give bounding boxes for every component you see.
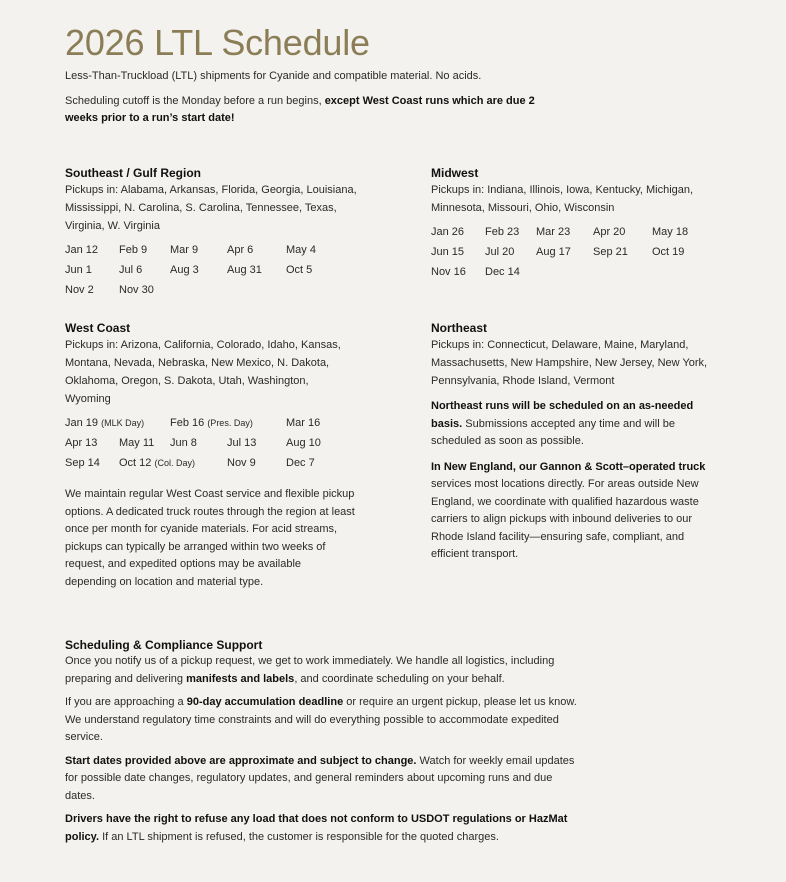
- westcoast-pickups: Pickups in: Arizona, California, Colorado, Idaho, Kansas, Montana, Nevada, Nebraska, New Mexico, N. Dakota, Oklahoma, Oregon, S. Dakota, Utah, Washington, Wyoming: [65, 339, 341, 405]
- support-p1: Once you notify us of a pickup request, we get to work immediately. We handle all logistics, including preparing and delivering manifests and labels, and coordinate scheduling on your behalf.: [65, 655, 555, 685]
- date: Feb 9: [119, 244, 148, 256]
- westcoast-dates: [65, 414, 355, 474]
- date: Dec 7: [286, 457, 315, 469]
- date: Jan 12: [65, 244, 99, 256]
- midwest-section: [431, 165, 711, 283]
- date: May 18: [652, 226, 689, 238]
- date: May 4: [286, 244, 316, 256]
- westcoast-section: [65, 320, 355, 591]
- midwest-pickups: Pickups in: Indiana, Illinois, Iowa, Kentucky, Michigan, Minnesota, Missouri, Ohio, Wisconsin: [431, 184, 694, 214]
- cutoff-bold: except West Coast runs which are due 2 weeks prior to a run’s start date!: [65, 95, 535, 124]
- northeast-asneeded: Northeast runs will be scheduled on an as-needed basis. Submissions accepted any time and will be scheduled as soon as possible.: [431, 400, 694, 447]
- date: Feb 23: [485, 226, 520, 238]
- date: Jun 1: [65, 264, 92, 276]
- support-p2: If you are approaching a 90-day accumulation deadline or require an urgent pickup, please let us know. We understand regulatory time constraints and will do everything possible to accommodate expedited service.: [65, 696, 577, 743]
- westcoast-heading: West Coast: [65, 321, 131, 335]
- midwest-heading: Midwest: [431, 166, 479, 180]
- date: Nov 2: [65, 284, 94, 296]
- southeast-dates: [65, 241, 365, 301]
- date: Aug 10: [286, 437, 321, 449]
- date: Nov 9: [227, 457, 256, 469]
- date: Jan 19 (MLK Day): [65, 417, 145, 429]
- southeast-heading: Southeast / Gulf Region: [65, 166, 202, 180]
- support-section: [65, 637, 585, 852]
- support-p4: Drivers have the right to refuse any load that does not conform to USDOT regulations or HazMat policy. If an LTL shipment is refused, the customer is responsible for the quoted charges.: [65, 813, 568, 843]
- date: Sep 14: [65, 457, 100, 469]
- southeast-pickups: Pickups in: Alabama, Arkansas, Florida, Georgia, Louisiana, Mississippi, N. Carolina, S. Carolina, Tennessee, Texas, Virginia, W. Virginia: [65, 184, 357, 232]
- date: Oct 12 (Col. Day): [119, 457, 195, 469]
- date: Nov 16: [431, 266, 466, 278]
- southeast-section: [65, 165, 365, 301]
- cutoff-normal: Scheduling cutoff is the Monday before a run begins,: [65, 95, 325, 107]
- date: May 11: [119, 437, 155, 449]
- date: Mar 16: [286, 417, 321, 429]
- date: Jul 20: [485, 246, 515, 258]
- cutoff-note: [65, 93, 545, 127]
- date: Jan 26: [431, 226, 465, 238]
- date: Apr 20: [593, 226, 626, 238]
- date: Jul 6: [119, 264, 143, 276]
- date: Jul 13: [227, 437, 257, 449]
- date: Oct 19: [652, 246, 685, 258]
- northeast-heading: Northeast: [431, 321, 488, 335]
- date: Jun 8: [170, 437, 197, 449]
- date: Dec 14: [485, 266, 520, 278]
- date: Mar 23: [536, 226, 571, 238]
- northeast-section: [431, 320, 721, 564]
- date: Sep 21: [593, 246, 628, 258]
- date: Feb 16 (Pres. Day): [170, 417, 253, 429]
- northeast-pickups: Pickups in: Connecticut, Delaware, Maine, Maryland, Massachusetts, New Hampshire, New Jersey, New York, Pennsylvania, Rhode Island, Vermont: [431, 339, 708, 387]
- date: Aug 17: [536, 246, 571, 258]
- date: Apr 6: [227, 244, 254, 256]
- date: Aug 3: [170, 264, 199, 276]
- support-p3: Start dates provided above are approximate and subject to change. Watch for weekly email updates for possible date changes, regulatory updates, and general reminders about upcoming runs and due dates.: [65, 754, 575, 802]
- westcoast-service: We maintain regular West Coast service and flexible pickup options. A dedicated truck routes through the region at least once per month for cyanide materials. For acid streams, pickups can typically be arranged within two weeks of request, and expedited options may be available depending on location and material type.: [65, 488, 355, 588]
- page-title: 2026 LTL Schedule: [65, 22, 370, 63]
- date: Mar 9: [170, 244, 199, 256]
- northeast-newengland: In New England, our Gannon & Scott–operated truck services most locations directly. For areas outside New England, we coordinate with qualified hazardous waste carriers to align pickups with inbound deliveries to our Rhode Island facility—ensuring safe, compliant, and efficient transport.: [431, 460, 706, 560]
- date: Jun 15: [431, 246, 465, 258]
- date: Oct 5: [286, 264, 313, 276]
- midwest-dates: [431, 223, 711, 283]
- intro-line: Less-Than-Truckload (LTL) shipments for Cyanide and compatible material. No acids.: [65, 70, 482, 82]
- date: Nov 30: [119, 284, 154, 296]
- date: Aug 31: [227, 264, 262, 276]
- support-heading: Scheduling & Compliance Support: [65, 638, 263, 652]
- date: Apr 13: [65, 437, 98, 449]
